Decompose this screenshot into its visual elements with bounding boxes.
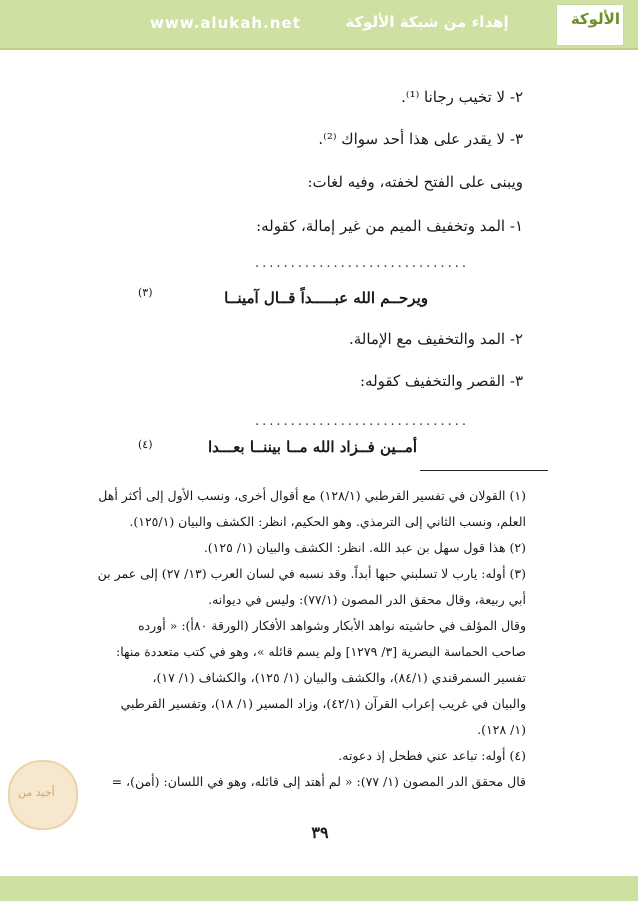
footnote-line: وقال المؤلف في حاشيته نواهد الأبكار وشواهد الأفكار (الورقة ٨٠أ): « أورده xyxy=(138,618,526,633)
verse-2: أمــين فــزاد الله مــا بيننــا بعـــدا xyxy=(207,438,417,456)
body-line-5: ٢- المد والتخفيف مع الإمالة. xyxy=(348,330,523,348)
watermark-text: أجيد من xyxy=(18,786,55,799)
footnote-line: والبيان في غريب إعراب القرآن (٤٢/١)، وزاد المسير (١/ ١٨)، وتفسير القرطبي xyxy=(120,696,526,711)
body-line-4: ١- المد وتخفيف الميم من غير إمالة، كقوله: xyxy=(256,217,523,235)
header-banner xyxy=(0,0,638,50)
footnote-line: قال محقق الدر المصون (١/ ٧٧): « لم أهتد إلى قائله، وهو في اللسان: (أمن)، = xyxy=(111,774,526,789)
footnote-line: تفسير السمرقندي (٨٤/١)، والكشف والبيان (١/ ١٢٥)، والكشاف (١/ ١٧)، xyxy=(152,670,526,685)
site-url[interactable]: www.alukah.net xyxy=(150,14,301,32)
logo-text: الألوكة xyxy=(570,10,620,28)
verse-1-footnote-mark: (٣) xyxy=(138,286,153,299)
body-line-6: ٣- القصر والتخفيف كقوله: xyxy=(359,372,523,390)
footnote-line: (٤) أوله: تباعد عني فطحل إذ دعوته. xyxy=(338,748,526,763)
footnote-line: (١/ ١٢٨). xyxy=(477,722,526,737)
footnote-line: أبي ربيعة، وقال محقق الدر المصون (٧٧/١): وليس في ديوانه. xyxy=(208,592,526,607)
verse-2-footnote-mark: (٤) xyxy=(138,438,153,451)
verse-ellipsis-2: .............................. xyxy=(255,414,469,429)
verse-ellipsis-1: .............................. xyxy=(255,256,469,271)
footnote-separator xyxy=(420,470,548,471)
footnote-line: (١) القولان في تفسير القرطبي (١٢٨/١) مع أقوال أخرى، ونسب الأول إلى أكثر أهل xyxy=(98,488,526,503)
page-number: ٣٩ xyxy=(311,823,329,842)
body-line-2: ٣- لا يقدر على هذا أحد سواك ⁽²⁾. xyxy=(318,130,523,148)
verse-1: ويرحــم الله عبـــــداً قــال آمينــا xyxy=(224,289,428,307)
footnote-line: العلم، ونسب الثاني إلى الترمذي. وهو الحكيم، انظر: الكشف والبيان (١٢٥/١). xyxy=(129,514,526,529)
footnote-line: (٢) هذا قول سهل بن عبد الله. انظر: الكشف والبيان (١/ ١٢٥). xyxy=(203,540,526,555)
gift-text: إهداء من شبكة الألوكة xyxy=(345,13,509,31)
footnote-line: (٣) أوله: يارب لا تسلبني حبها أبداً. وقد نسبه في لسان العرب (١٣/ ٢٧) إلى عمر بن xyxy=(97,566,526,581)
footnote-line: صاحب الحماسة البصرية [٣/ ١٢٧٩] ولم يسم قائله »، وهو في كتب متعددة منها: xyxy=(116,644,526,659)
footer-band xyxy=(0,876,638,901)
body-line-3: ويبنى على الفتح لخفته، وفيه لغات: xyxy=(307,173,523,191)
body-line-1: ٢- لا تخيب رجانا ⁽¹⁾. xyxy=(401,88,523,106)
